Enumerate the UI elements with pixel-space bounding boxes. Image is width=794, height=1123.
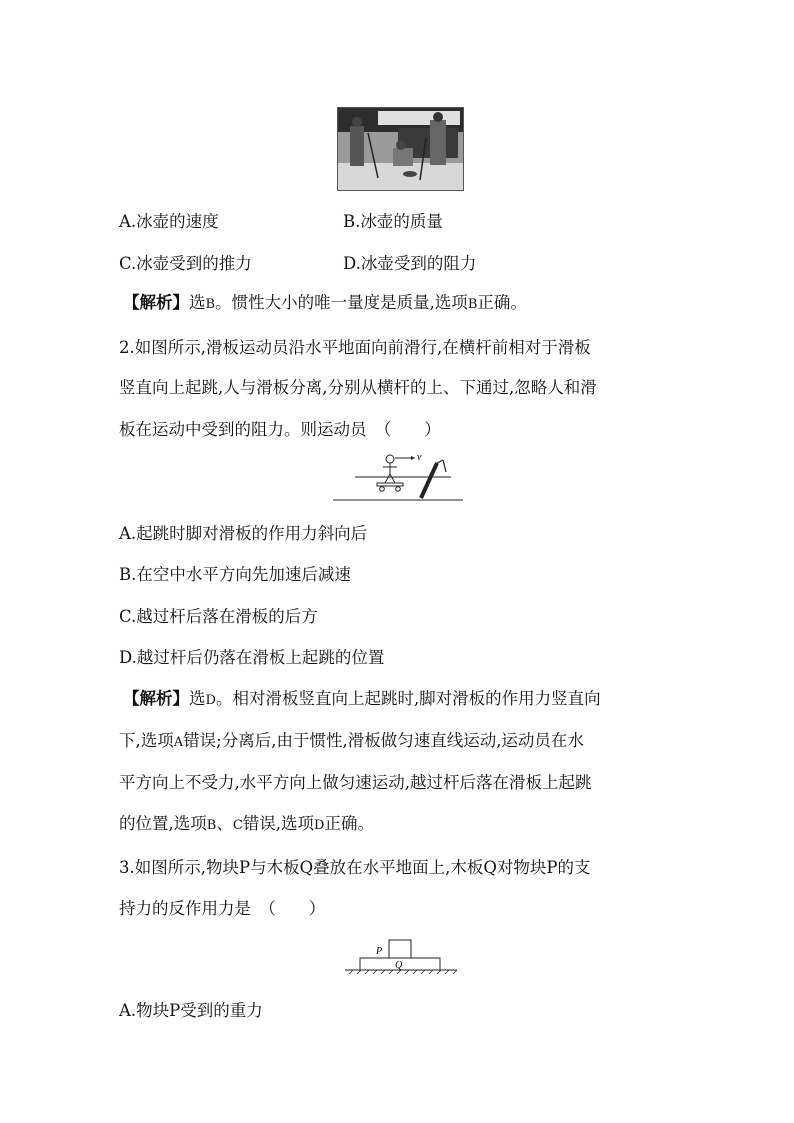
q3-stem-line2: 持力的反作用力是 （ ） [119,899,326,918]
q2-option-a: A.起跳时脚对滑板的作用力斜向后 [119,524,368,543]
q2-option-b: B.在空中水平方向先加速后减速 [119,565,351,584]
q3-block-figure [345,936,460,980]
q2-analysis-line2: 下,选项A错误;分离后,由于惯性,滑板做匀速直线运动,运动员在水 [119,731,584,750]
q3-stem-line1: 3.如图所示,物块P与木板Q叠放在水平地面上,木板Q对物块P的支 [119,858,591,877]
q1-option-d: D.冰壶受到的阻力 [343,254,477,273]
q2-stem-line1: 2.如图所示,滑板运动员沿水平地面向前滑行,在横杆前相对于滑板 [119,338,591,357]
q2-stem-line3: 板在运动中受到的阻力。则运动员 （ ） [119,420,441,439]
velocity-label: v [417,452,422,463]
block-p-label: P [376,946,383,957]
curling-photo-illustration [338,108,463,190]
q2-analysis-line1: 【解析】选D。相对滑板竖直向上起跳时,脚对滑板的作用力竖直向 [123,689,601,708]
q1-analysis: 【解析】选B。惯性大小的唯一量度是质量,选项B正确。 [123,293,527,312]
q2-analysis-line3: 平方向上不受力,水平方向上做匀速运动,越过杆后落在滑板上起跳 [119,773,592,792]
board-q-label: Q [395,960,403,971]
q1-option-b: B.冰壶的质量 [343,212,443,231]
q1-option-c: C.冰壶受到的推力 [119,254,252,273]
curling-photo [337,107,464,191]
q3-option-a: A.物块P受到的重力 [119,1001,263,1020]
q2-stem-line2: 竖直向上起跳,人与滑板分离,分别从横杆的上、下通过,忽略人和滑 [119,378,597,397]
q2-skateboard-figure [333,448,463,508]
q1-option-a: A.冰壶的速度 [119,212,219,231]
q2-option-d: D.越过杆后仍落在滑板上起跳的位置 [119,648,385,667]
analysis-tag: 【解析】 [123,293,189,312]
q2-analysis-line4: 的位置,选项B、C错误,选项D正确。 [119,814,374,833]
q2-option-c: C.越过杆后落在滑板的后方 [119,607,318,626]
analysis-tag: 【解析】 [123,689,189,708]
